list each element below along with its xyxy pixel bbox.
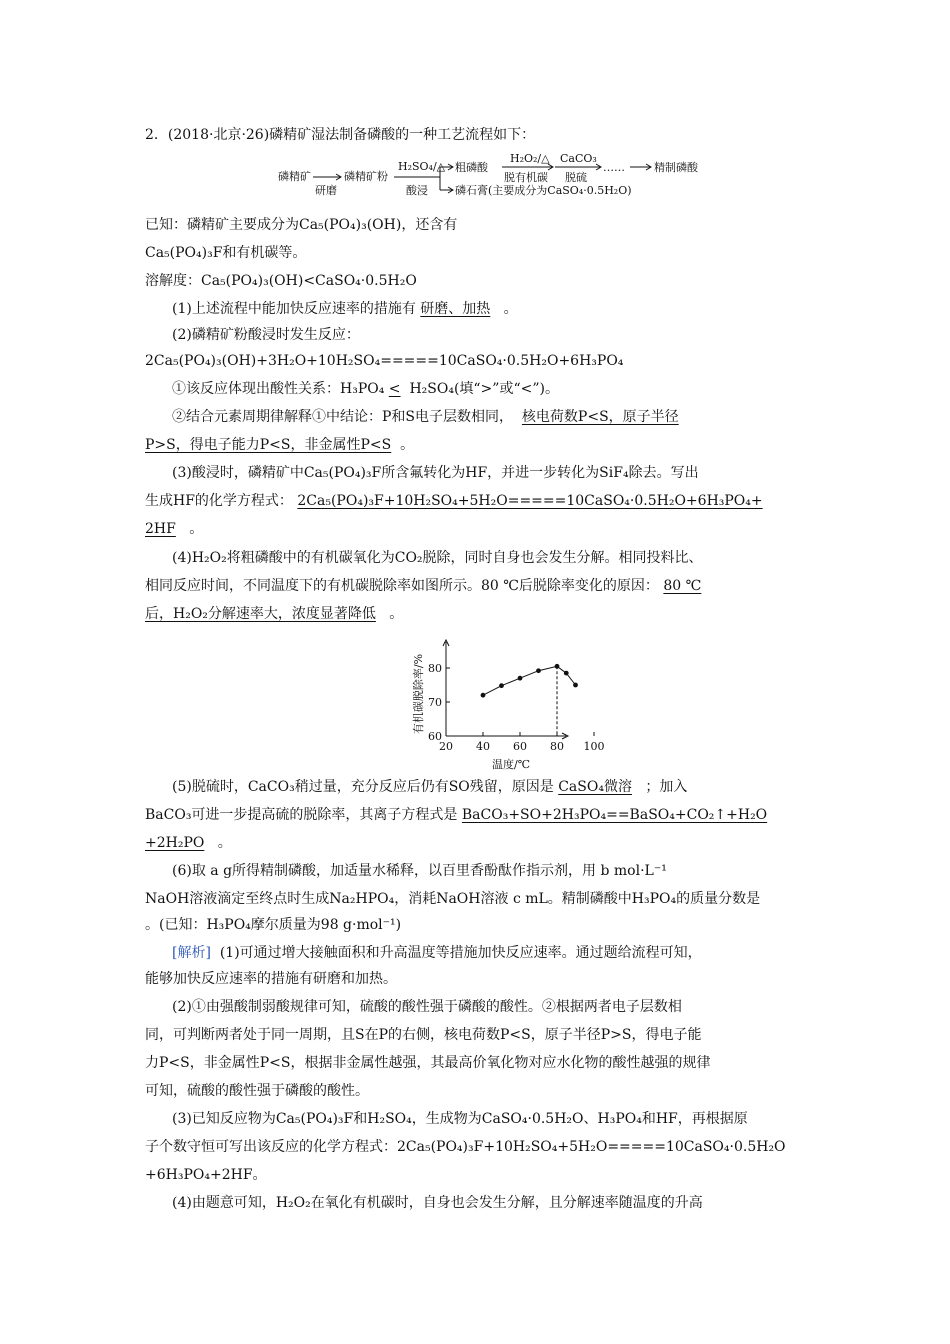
q4-text: 相同反应时间，不同温度下的有机碳脱除率如图所示。80 ℃后脱除率变化的原因： <box>145 578 659 594</box>
q1-end: 。 <box>503 301 518 317</box>
q1-line <box>172 300 518 318</box>
q2-part2-cont <box>145 436 414 454</box>
flow-dots: …… <box>603 161 625 174</box>
flow-node-powder: 磷精矿粉 <box>344 170 388 183</box>
q3-line-3 <box>145 520 203 538</box>
q2-equation: 2Ca₅(PO₄)₃(OH)+3H₂O+10H₂SO₄=====10CaSO₄·0.5H₂O+6H₃PO₄ <box>145 353 624 369</box>
q4-answer: 80 ℃ <box>663 578 702 594</box>
chart-data-point <box>564 671 569 676</box>
q2-p1-end: H₂SO₄(填“>”或“<”)。 <box>409 381 559 397</box>
q5-text: (5)脱硫时，CaCO₃稍过量，充分反应后仍有SO残留，原因是 <box>172 779 554 795</box>
chart-data-point <box>481 693 486 698</box>
known-line-1: 已知：磷精矿主要成分为Ca₅(PO₄)₃(OH)，还含有 <box>145 217 458 233</box>
chart-data-point <box>499 683 504 688</box>
q1-text: (1)上述流程中能加快反应速率的措施有 <box>172 301 416 317</box>
q3-answer: 2Ca₅(PO₄)₃F+10H₂SO₄+5H₂O=====10CaSO₄·0.5H₂O+6H₃PO₄+ <box>297 493 763 509</box>
known-line-2: Ca₅(PO₄)₃F和有机碳等。 <box>145 245 307 261</box>
known-line-3: 溶解度：Ca₅(PO₄)₃(OH)<CaSO₄·0.5H₂O <box>145 273 417 289</box>
analysis-p3-line-2: 子个数守恒可写出该反应的化学方程式：2Ca₅(PO₄)₃F+10H₂SO₄+5H₂O=====10CaSO₄·0.5H₂O <box>145 1139 786 1155</box>
q2-p1-answer: < <box>388 381 401 397</box>
q2-p2-answer-1: 核电荷数P<S，原子半径 <box>521 409 679 425</box>
flow-label-grind: 研磨 <box>315 184 337 197</box>
q3-end: 。 <box>189 521 204 537</box>
q2-p2-text: ②结合元素周期律解释①中结论：P和S电子层数相同， <box>172 409 514 425</box>
flow-label-acid: H₂SO₄/△ <box>398 160 446 173</box>
q5-answer-2-cont: +2H₂PO <box>145 835 205 851</box>
flow-node-ore: 磷精矿 <box>278 170 311 183</box>
q2-part1 <box>172 380 559 398</box>
flow-label-h2o2: H₂O₂/△ <box>510 152 550 165</box>
chart-x-tick-label: 100 <box>583 740 605 753</box>
analysis-p2-line-2: 同，可判断两者处于同一周期，且S在P的右侧，核电荷数P<S，原子半径P>S，得电子能 <box>145 1027 702 1043</box>
q4-end: 。 <box>389 606 404 622</box>
chart-x-tick-label: 80 <box>550 740 564 753</box>
q5-text-3: BaCO₃可进一步提高硫的脱除率，其离子方程式是 <box>145 807 458 823</box>
chart-data-point <box>555 664 560 669</box>
q4-line-3 <box>145 605 403 623</box>
chart-y-tick-label: 70 <box>428 696 442 709</box>
analysis-p1-line-1 <box>172 944 702 962</box>
q5-line-3 <box>145 834 232 852</box>
chart-x-tick-label: 40 <box>476 740 490 753</box>
q2-part2 <box>172 408 679 426</box>
analysis-p3-line-3: +6H₃PO₄+2HF。 <box>145 1167 267 1183</box>
flow-node-refined: 精制磷酸 <box>654 161 698 174</box>
q3-line-1: (3)酸浸时，磷精矿中Ca₅(PO₄)₃F所含氟转化为HF，并进一步转化为SiF₄除去。写出 <box>172 465 699 481</box>
q2-intro: (2)磷精矿粉酸浸时发生反应： <box>172 327 360 343</box>
q5-answer-1: CaSO₄微溶 <box>558 779 632 795</box>
analysis-p1-text: (1)可通过增大接触面积和升高温度等措施加快反应速率。通过题给流程可知， <box>219 945 702 961</box>
analysis-p2-line-3: 力P<S，非金属性P<S，根据非金属性越强，其最高价氧化物对应水化物的酸性越强的规律 <box>145 1055 711 1071</box>
analysis-p4-line-1: (4)由题意可知，H₂O₂在氧化有机碳时，自身也会发生分解，且分解速率随温度的升高 <box>172 1195 703 1211</box>
analysis-tag: [解析] <box>172 945 211 961</box>
chart-x-axis-label: 温度/℃ <box>492 758 531 771</box>
q6-line-2: NaOH溶液滴定至终点时生成Na₂HPO₄，消耗NaOH溶液 c mL。精制磷酸中H₃PO₄的质量分数是 <box>145 891 761 907</box>
q2-p1-text: ①该反应体现出酸性关系：H₃PO₄ <box>172 381 385 397</box>
chart-x-tick-label: 60 <box>513 740 527 753</box>
flow-node-crude: 粗磷酸 <box>455 161 488 174</box>
flow-label-desulf: 脱硫 <box>565 171 587 184</box>
q5-line-1 <box>172 778 687 796</box>
q3-text: 生成HF的化学方程式： <box>145 493 293 509</box>
q2-p2-end: 。 <box>400 437 415 453</box>
chart-y-tick-label: 60 <box>428 730 442 743</box>
q5-text-2: ；加入 <box>645 779 688 795</box>
flow-label-leach: 酸浸 <box>406 184 428 197</box>
chart-x-tick-label: 20 <box>439 740 453 753</box>
chart-y-axis-label: 有机碳脱除率/% <box>412 653 425 735</box>
q6-line-1: (6)取 a g所得精制磷酸，加适量水稀释，以百里香酚酞作指示剂，用 b mol·L⁻¹ <box>172 863 667 879</box>
q5-line-2 <box>145 806 767 824</box>
q4-line-1: (4)H₂O₂将粗磷酸中的有机碳氧化为CO₂脱除，同时自身也会发生分解。相同投料比、 <box>172 550 703 566</box>
q4-line-2 <box>145 577 701 595</box>
chart-data-point <box>518 676 523 681</box>
flow-node-gypsum: 磷石膏(主要成分为CaSO₄·0.5H₂O) <box>455 184 632 197</box>
q3-line-2 <box>145 492 763 510</box>
analysis-p2-line-1: (2)①由强酸制弱酸规律可知，硫酸的酸性强于磷酸的酸性。②根据两者电子层数相 <box>172 999 682 1015</box>
removal-rate-chart <box>0 632 950 782</box>
question-title: 2．(2018·北京·26)磷精矿湿法制备磷酸的一种工艺流程如下： <box>145 127 536 143</box>
flow-label-caco3: CaCO₃ <box>560 152 597 165</box>
analysis-p3-line-1: (3)已知反应物为Ca₅(PO₄)₃F和H₂SO₄，生成物为CaSO₄·0.5H₂O、H₃PO₄和HF，再根据原 <box>172 1111 748 1127</box>
q5-answer-2: BaCO₃+SO+2H₃PO₄==BaSO₄+CO₂↑+H₂O <box>461 807 768 823</box>
chart-data-point <box>536 668 541 673</box>
analysis-p2-line-4: 可知，硫酸的酸性强于磷酸的酸性。 <box>145 1083 369 1099</box>
chart-y-tick-label: 80 <box>428 662 442 675</box>
flow-label-decarbon: 脱有机碳 <box>504 171 548 184</box>
q2-p2-answer-2: P>S，得电子能力P<S，非金属性P<S <box>145 437 392 453</box>
chart-data-point <box>573 683 578 688</box>
chart-series-line <box>483 666 576 695</box>
q5-end: 。 <box>217 835 232 851</box>
q1-answer: 研磨、加热 <box>420 301 491 317</box>
process-flow-diagram <box>0 150 950 210</box>
q3-answer-cont: 2HF <box>145 521 176 537</box>
q4-answer-cont: 后，H₂O₂分解速率大，浓度显著降低 <box>145 606 376 622</box>
analysis-p1-line-2: 能够加快反应速率的措施有研磨和加热。 <box>145 971 397 987</box>
q6-line-3: 。(已知：H₃PO₄摩尔质量为98 g·mol⁻¹) <box>145 917 402 933</box>
